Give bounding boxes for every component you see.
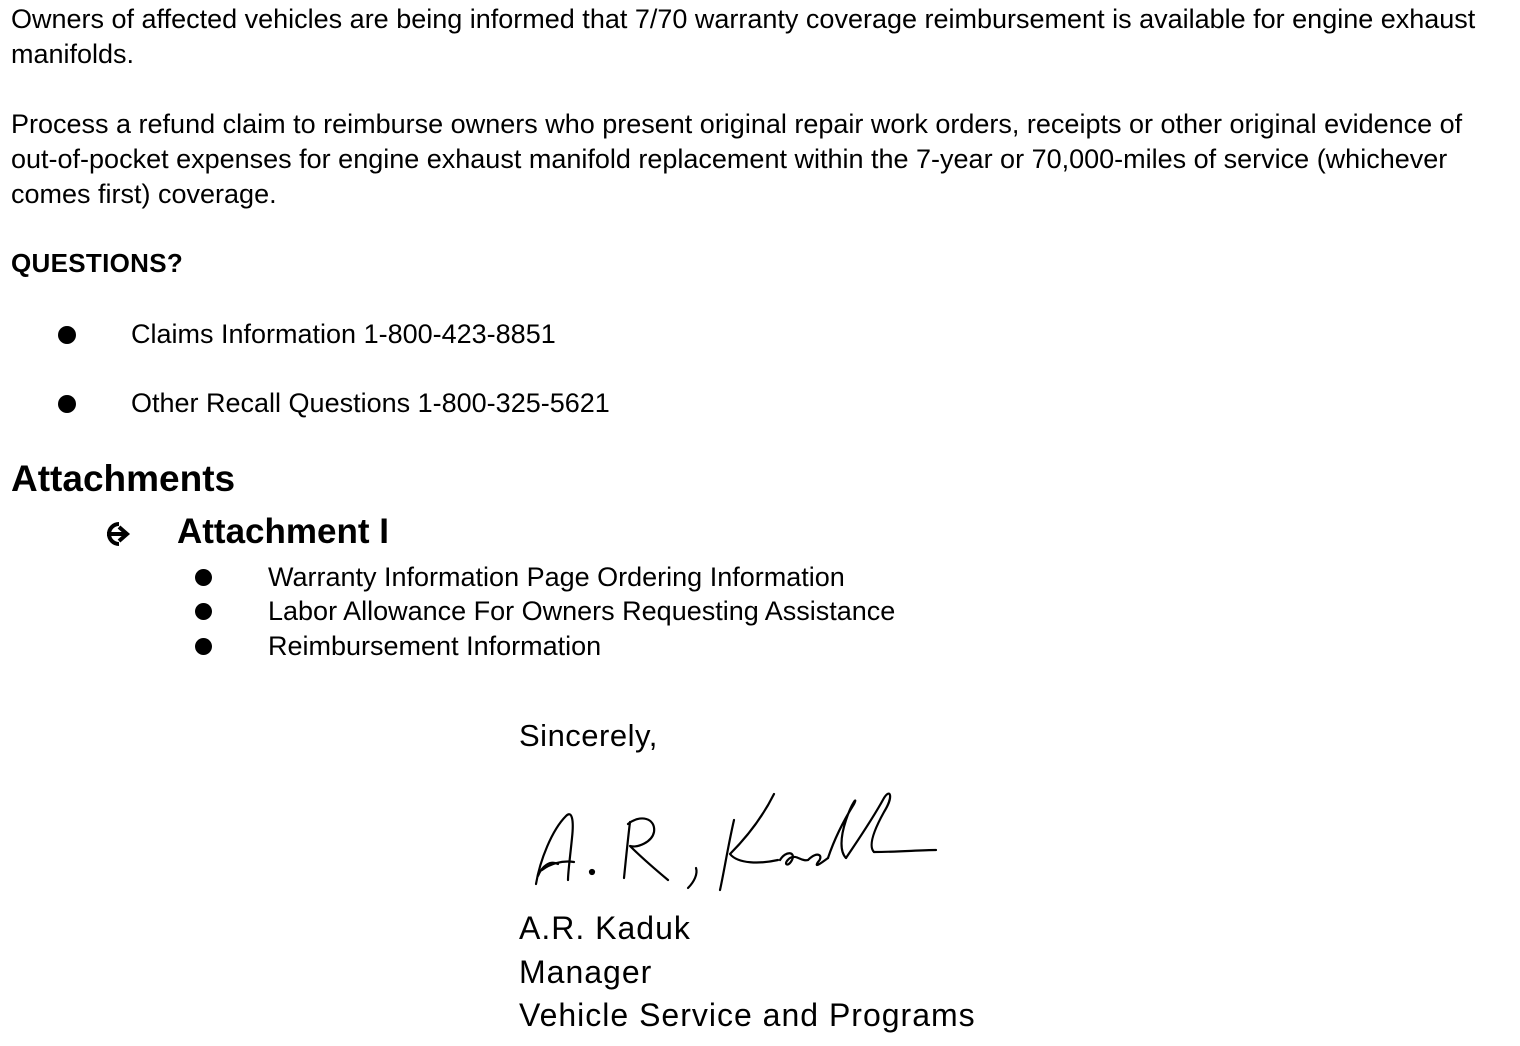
attachment-item: Reimbursement Information	[268, 631, 602, 661]
attachment-i-heading: Attachment I	[177, 512, 389, 551]
closing-salutation: Sincerely,	[519, 718, 658, 753]
signatory-title: Manager	[519, 954, 653, 990]
questions-heading: QUESTIONS?	[11, 248, 184, 278]
bullet-icon	[58, 395, 76, 413]
attachment-item: Labor Allowance For Owners Requesting Assistance	[268, 596, 896, 626]
signatory-name: A.R. Kaduk	[519, 910, 691, 946]
handwritten-signature	[528, 780, 943, 895]
bullet-icon	[195, 638, 212, 655]
other-recall-questions-item: Other Recall Questions 1-800-325-5621	[131, 388, 610, 418]
bullet-icon	[195, 569, 212, 586]
bullet-icon	[195, 603, 212, 620]
attachments-heading: Attachments	[11, 458, 236, 499]
paragraph-refund-instructions: Process a refund claim to reimburse owners who present original repair work orders, receipts or other original evidence of out-of-pocket expenses for engine exhaust manifold replacement within the 7-year or 70,000-miles of service (whichever comes first) coverage.	[11, 109, 1463, 209]
bullet-icon	[58, 326, 76, 344]
attachment-item: Warranty Information Page Ordering Information	[268, 562, 845, 592]
claims-information-item: Claims Information 1-800-423-8851	[131, 319, 556, 349]
arrow-right-circle-icon	[103, 521, 133, 547]
signatory-department: Vehicle Service and Programs	[519, 997, 976, 1033]
paragraph-warranty-notice: Owners of affected vehicles are being informed that 7/70 warranty coverage reimbursement is available for engine exhaust manifolds.	[11, 4, 1476, 69]
